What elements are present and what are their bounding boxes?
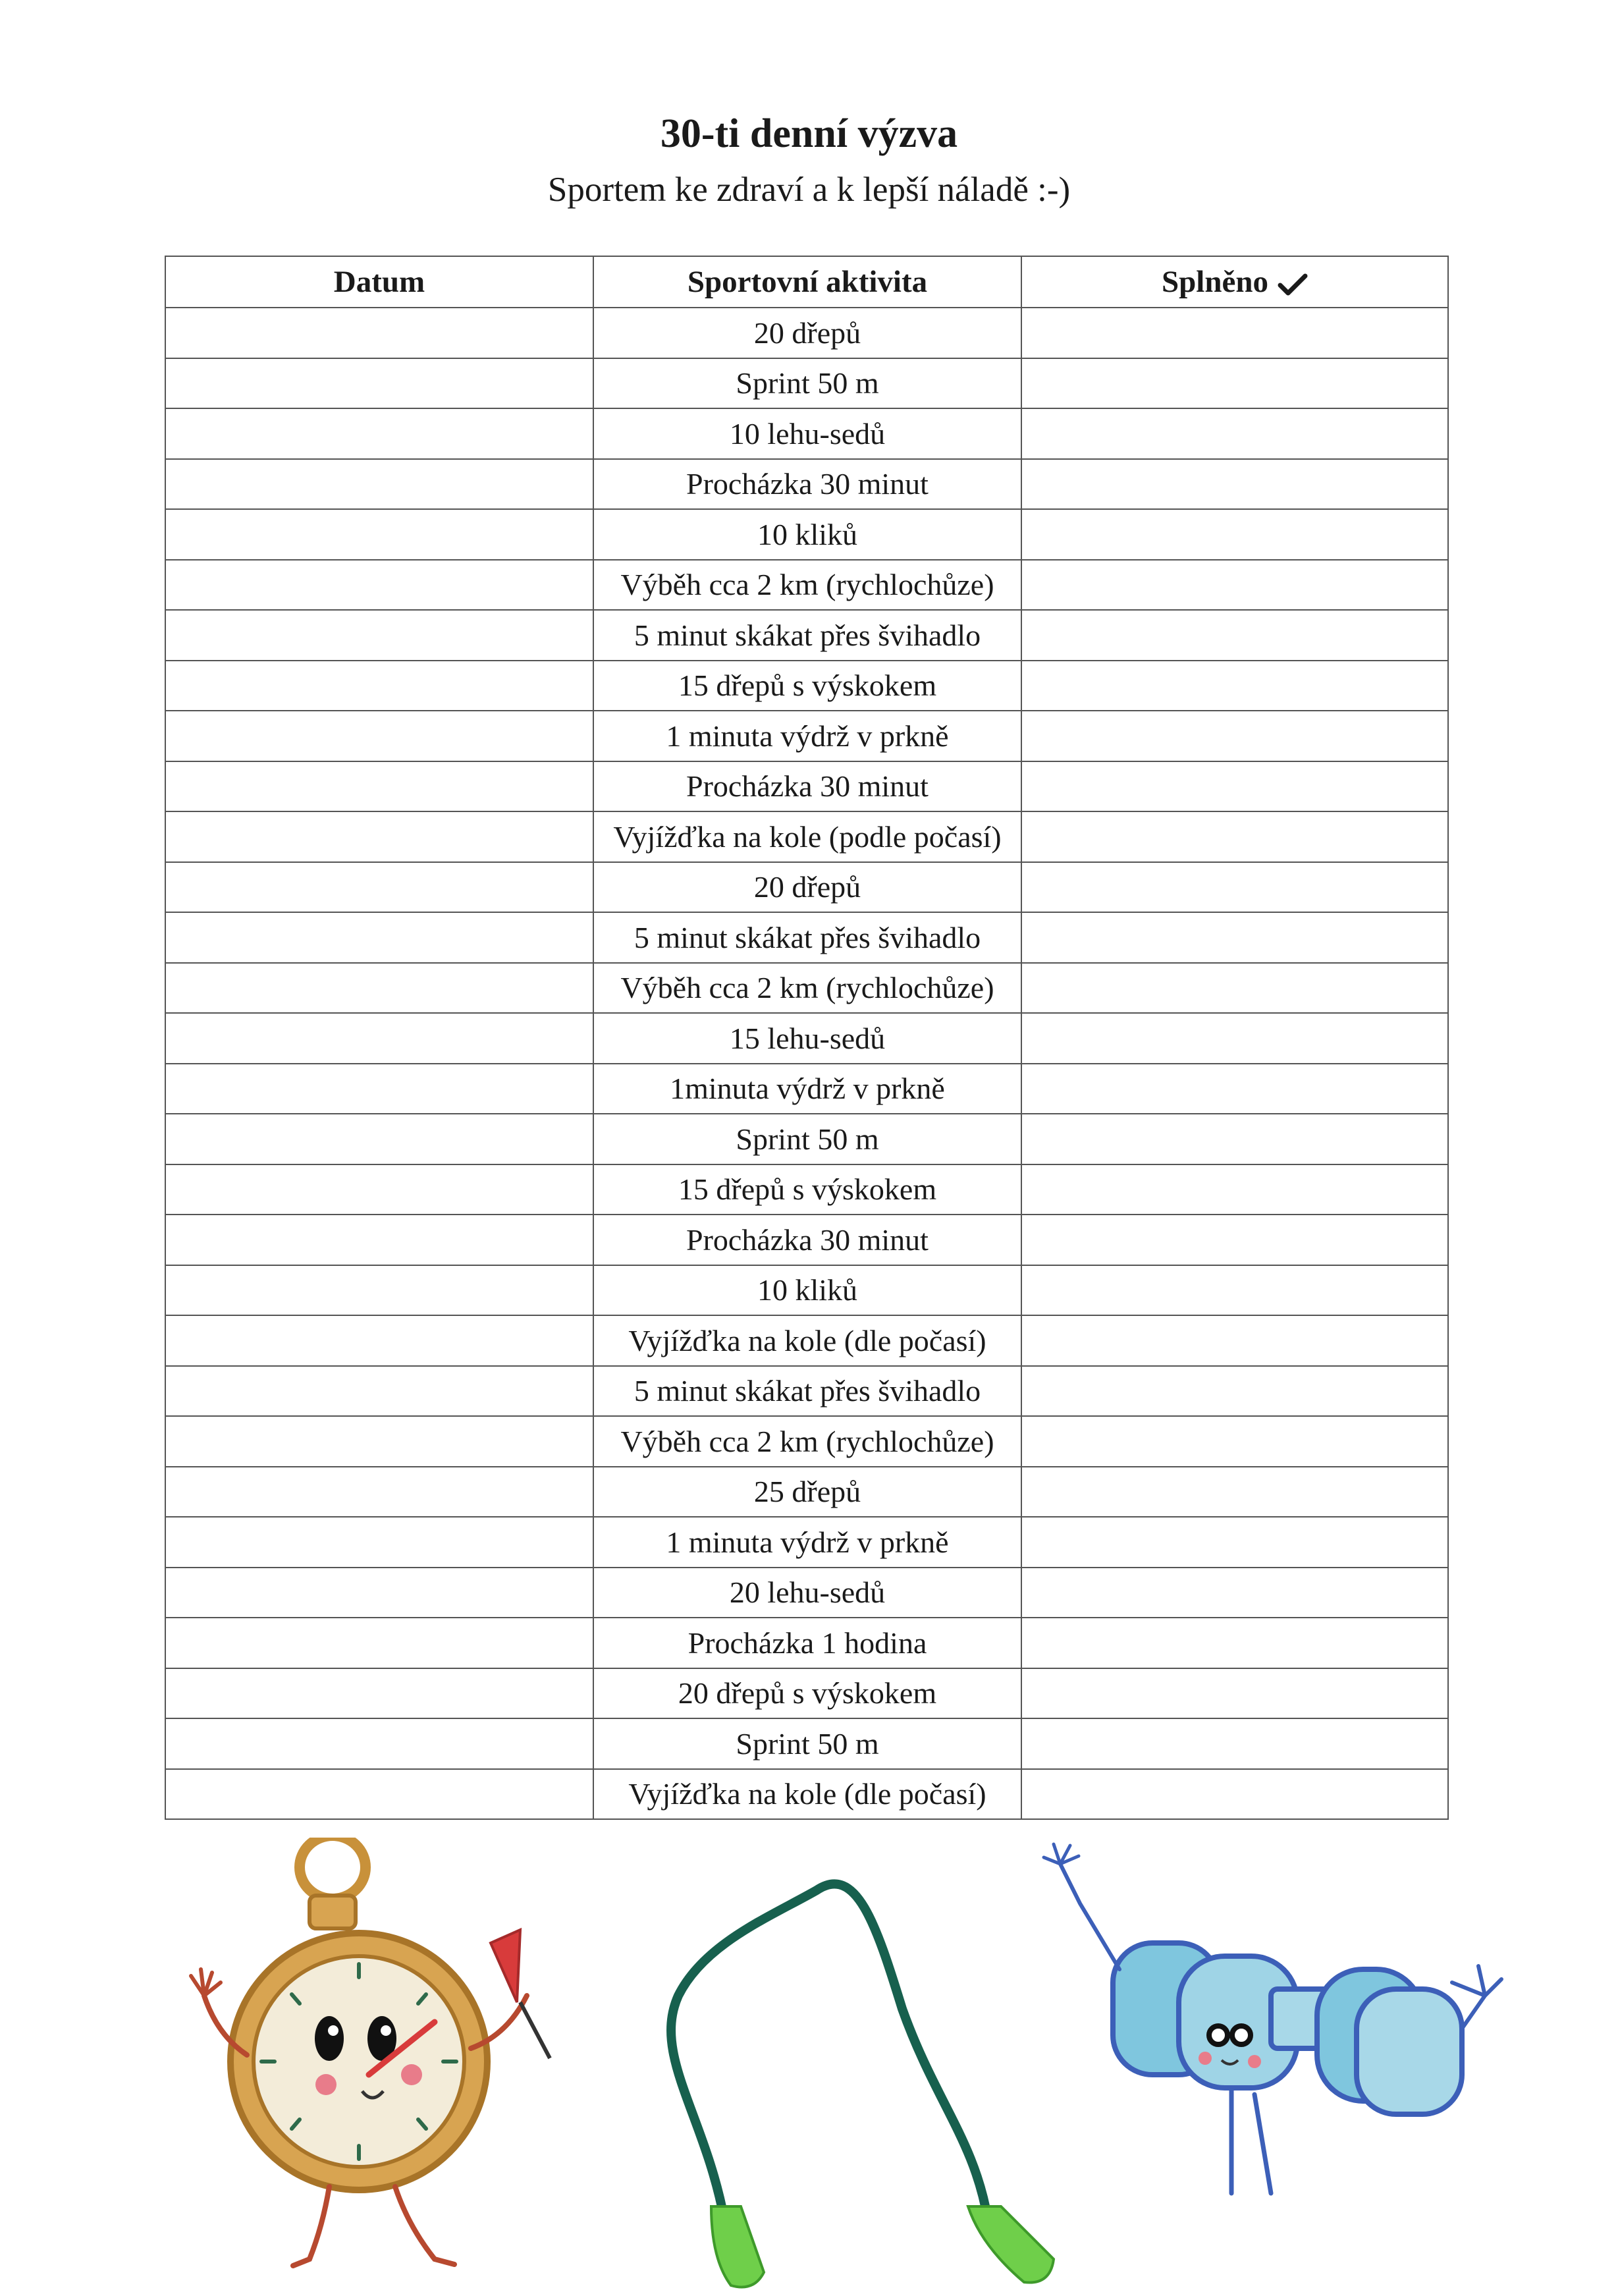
table-row — [165, 1265, 1448, 1316]
date-cell[interactable] — [165, 308, 593, 358]
date-cell[interactable] — [165, 1164, 593, 1215]
done-cell[interactable] — [1021, 1568, 1448, 1618]
date-cell[interactable] — [165, 1668, 593, 1719]
activity-cell: 1minuta výdrž v prkně — [593, 1064, 1021, 1114]
activity-cell: 5 minut skákat přes švihadlo — [593, 1366, 1021, 1417]
table-row — [165, 1668, 1448, 1719]
activity-cell: Vyjížďka na kole (podle počasí) — [593, 811, 1021, 862]
date-cell[interactable] — [165, 1618, 593, 1668]
date-cell[interactable] — [165, 1467, 593, 1517]
done-cell[interactable] — [1021, 1517, 1448, 1568]
done-cell[interactable] — [1021, 459, 1448, 510]
done-cell[interactable] — [1021, 1064, 1448, 1114]
date-cell[interactable] — [165, 560, 593, 611]
done-cell[interactable] — [1021, 1215, 1448, 1265]
activity-cell: 20 dřepů — [593, 862, 1021, 913]
done-cell[interactable] — [1021, 1416, 1448, 1467]
table-row — [165, 560, 1448, 611]
header-done-label: Splněno — [1162, 265, 1268, 299]
header-date: Datum — [165, 256, 593, 308]
activity-cell: Výběh cca 2 km (rychlochůze) — [593, 1416, 1021, 1467]
activity-cell: Procházka 30 minut — [593, 459, 1021, 510]
table-row — [165, 711, 1448, 761]
date-cell[interactable] — [165, 408, 593, 459]
table-row — [165, 1114, 1448, 1164]
activity-cell: Sprint 50 m — [593, 358, 1021, 409]
activity-cell: 15 dřepů s výskokem — [593, 1164, 1021, 1215]
done-cell[interactable] — [1021, 1467, 1448, 1517]
activity-cell: 25 dřepů — [593, 1467, 1021, 1517]
table-row — [165, 912, 1448, 963]
activity-cell: Vyjížďka na kole (dle počasí) — [593, 1769, 1021, 1820]
date-cell[interactable] — [165, 358, 593, 409]
activity-cell: 15 dřepů s výskokem — [593, 661, 1021, 711]
date-cell[interactable] — [165, 459, 593, 510]
table-header-row — [165, 256, 1448, 308]
table-row — [165, 408, 1448, 459]
done-cell[interactable] — [1021, 1618, 1448, 1668]
table-row — [165, 1618, 1448, 1668]
date-cell[interactable] — [165, 1568, 593, 1618]
table-row — [165, 1013, 1448, 1064]
done-cell[interactable] — [1021, 1769, 1448, 1820]
checkmark-icon — [1278, 272, 1308, 297]
done-cell[interactable] — [1021, 1114, 1448, 1164]
table-row — [165, 1215, 1448, 1265]
table-row — [165, 459, 1448, 510]
date-cell[interactable] — [165, 509, 593, 560]
activity-cell: Výběh cca 2 km (rychlochůze) — [593, 560, 1021, 611]
done-cell[interactable] — [1021, 862, 1448, 913]
table-row — [165, 1517, 1448, 1568]
dumbbell-character-icon — [1044, 1844, 1501, 2193]
done-cell[interactable] — [1021, 560, 1448, 611]
table-row — [165, 1568, 1448, 1618]
date-cell[interactable] — [165, 1013, 593, 1064]
table-row — [165, 308, 1448, 358]
done-cell[interactable] — [1021, 1718, 1448, 1769]
date-cell[interactable] — [165, 1769, 593, 1820]
activity-cell: Sprint 50 m — [593, 1718, 1021, 1769]
done-cell[interactable] — [1021, 1668, 1448, 1719]
date-cell[interactable] — [165, 1064, 593, 1114]
activity-cell: 1 minuta výdrž v prkně — [593, 1517, 1021, 1568]
table-row — [165, 963, 1448, 1014]
date-cell[interactable] — [165, 661, 593, 711]
activity-cell: 5 minut skákat přes švihadlo — [593, 912, 1021, 963]
done-cell[interactable] — [1021, 358, 1448, 409]
activity-cell: 15 lehu-sedů — [593, 1013, 1021, 1064]
done-cell[interactable] — [1021, 509, 1448, 560]
activity-cell: Procházka 30 minut — [593, 761, 1021, 812]
table-row — [165, 1416, 1448, 1467]
date-cell[interactable] — [165, 811, 593, 862]
activity-cell: 1 minuta výdrž v prkně — [593, 711, 1021, 761]
header-activity: Sportovní aktivita — [593, 256, 1021, 308]
page-subtitle: Sportem ke zdraví a k lepší náladě :-) — [547, 171, 1071, 209]
done-cell[interactable] — [1021, 811, 1448, 862]
table-row — [165, 509, 1448, 560]
activity-cell: Sprint 50 m — [593, 1114, 1021, 1164]
done-cell[interactable] — [1021, 1013, 1448, 1064]
jump-rope-icon — [671, 1884, 1054, 2287]
done-cell[interactable] — [1021, 661, 1448, 711]
done-cell[interactable] — [1021, 711, 1448, 761]
date-cell[interactable] — [165, 711, 593, 761]
date-cell[interactable] — [165, 761, 593, 812]
date-cell[interactable] — [165, 1517, 593, 1568]
activity-cell: 10 kliků — [593, 1265, 1021, 1316]
date-cell[interactable] — [165, 610, 593, 661]
header-done — [1021, 256, 1448, 308]
done-cell[interactable] — [1021, 1366, 1448, 1417]
activity-cell: Procházka 1 hodina — [593, 1618, 1021, 1668]
date-cell[interactable] — [165, 862, 593, 913]
table-row — [165, 1366, 1448, 1417]
date-cell[interactable] — [165, 1315, 593, 1366]
done-cell[interactable] — [1021, 761, 1448, 812]
activity-cell: 20 dřepů — [593, 308, 1021, 358]
table-row — [165, 1315, 1448, 1366]
activity-cell: 5 minut skákat přes švihadlo — [593, 610, 1021, 661]
date-cell[interactable] — [165, 1265, 593, 1316]
table-row — [165, 661, 1448, 711]
page-title: 30-ti denní výzva — [660, 111, 958, 156]
done-cell[interactable] — [1021, 408, 1448, 459]
date-cell[interactable] — [165, 963, 593, 1014]
table-row — [165, 1467, 1448, 1517]
date-cell[interactable] — [165, 1366, 593, 1417]
date-cell[interactable] — [165, 1416, 593, 1467]
date-cell[interactable] — [165, 1215, 593, 1265]
done-cell[interactable] — [1021, 963, 1448, 1014]
date-cell[interactable] — [165, 1114, 593, 1164]
table-row — [165, 1718, 1448, 1769]
table-row — [165, 610, 1448, 661]
done-cell[interactable] — [1021, 912, 1448, 963]
activity-cell: Procházka 30 minut — [593, 1215, 1021, 1265]
table-row — [165, 761, 1448, 812]
illustrations — [0, 1838, 1618, 2296]
activity-cell: 20 dřepů s výskokem — [593, 1668, 1021, 1719]
done-cell[interactable] — [1021, 308, 1448, 358]
table-row — [165, 862, 1448, 913]
done-cell[interactable] — [1021, 610, 1448, 661]
table-row — [165, 1769, 1448, 1820]
table-row — [165, 358, 1448, 409]
done-cell[interactable] — [1021, 1315, 1448, 1366]
date-cell[interactable] — [165, 912, 593, 963]
done-cell[interactable] — [1021, 1164, 1448, 1215]
challenge-table — [165, 256, 1449, 1820]
table-row — [165, 1164, 1448, 1215]
date-cell[interactable] — [165, 1718, 593, 1769]
activity-cell: 10 lehu-sedů — [593, 408, 1021, 459]
activity-cell: 20 lehu-sedů — [593, 1568, 1021, 1618]
table-row — [165, 811, 1448, 862]
activity-cell: 10 kliků — [593, 509, 1021, 560]
activity-cell: Vyjížďka na kole (dle počasí) — [593, 1315, 1021, 1366]
activity-cell: Výběh cca 2 km (rychlochůze) — [593, 963, 1021, 1014]
done-cell[interactable] — [1021, 1265, 1448, 1316]
stopwatch-character-icon — [191, 1838, 550, 2266]
table-row — [165, 1064, 1448, 1114]
